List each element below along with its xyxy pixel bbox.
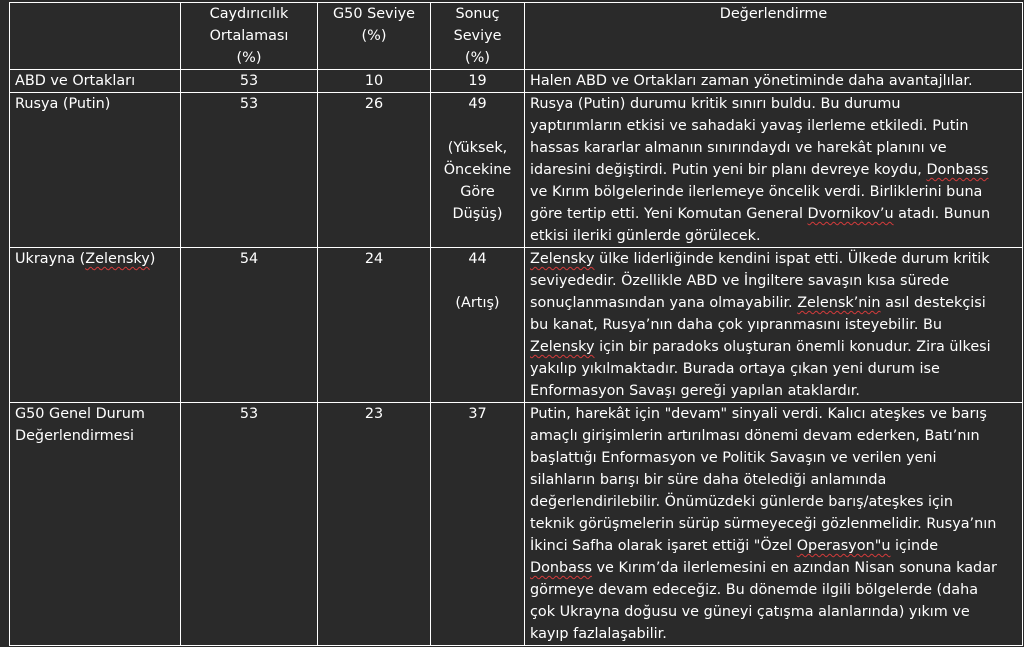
row-caydiricilik	[181, 403, 318, 646]
degerlendirme-line: Zelensky ülke liderliğinde kendini ispat etti. Ülkede durum kritik	[530, 251, 990, 267]
g50-value: 24	[364, 251, 384, 267]
degerlendirme-line: görmeye devam edeceğiz. Bu dönemde ilgili bölgelerde (daha	[530, 582, 979, 598]
degerlendirme-line: değerlendirilebilir. Önümüzdeki günlerde barış/ateşkes için	[530, 494, 954, 510]
sonuc-note-line: Düşüş)	[452, 206, 503, 222]
degerlendirme-line: Putin, harekât için "devam" sinyali verdi. Kalıcı ateşkes ve barış	[530, 406, 987, 422]
table-row	[10, 93, 1023, 248]
spacer	[436, 115, 519, 137]
row-sonuc	[431, 248, 525, 403]
row-degerlendirme	[525, 248, 1023, 403]
caydiricilik-value: 53	[239, 96, 259, 112]
degerlendirme-line: yakılıp yıkılmaktadır. Burada ortaya çıkan yeni durum ise	[530, 361, 940, 377]
row-degerlendirme	[525, 403, 1023, 646]
table-header-row	[10, 3, 1023, 70]
row-degerlendirme	[525, 93, 1023, 248]
degerlendirme-line: ve Kırım bölgelerinde ilerlemeye öncelik verdi. Birliklerini buna	[530, 184, 983, 200]
degerlendirme-line: Enformasyon Savaşı gereği yapılan ataklardır.	[530, 383, 860, 399]
row-caydiricilik	[181, 70, 318, 93]
header-sonuc	[431, 3, 525, 70]
row-sonuc	[431, 70, 525, 93]
degerlendirme-line: hassas kararlar almanın sınırındaydı ve harekât planını ve	[530, 140, 947, 156]
row-name-line: Ukrayna (Zelensky)	[15, 251, 156, 267]
sonuc-note-line: (Yüksek,	[447, 140, 508, 156]
degerlendirme-line: çok Ukrayna doğusu ve güneyi çatışma alanlarında) yıkım ve	[530, 604, 970, 620]
degerlendirme-line: idaresini değiştirdi. Putin yeni bir planı devreye koydu, Donbass	[530, 162, 989, 178]
table-row	[10, 403, 1023, 646]
caydiricilik-value: 54	[239, 251, 259, 267]
row-g50	[318, 93, 431, 248]
sonuc-value: 49	[468, 96, 487, 112]
header-line: (%)	[236, 50, 262, 66]
row-name-line: Rusya (Putin)	[15, 96, 111, 112]
spacer	[436, 270, 519, 292]
header-line: Sonuç	[455, 6, 500, 22]
degerlendirme-line: göre tertip etti. Yeni Komutan General Dvornikov’u atadı. Bunun	[530, 206, 991, 222]
sonuc-note-line: Öncekine	[443, 162, 512, 178]
g50-value: 26	[364, 96, 384, 112]
header-line: Caydırıcılık	[209, 6, 289, 22]
sonuc-note-line: Göre	[460, 184, 495, 200]
sonuc-value: 19	[468, 73, 487, 89]
row-name-line: G50 Genel Durum	[15, 406, 145, 422]
row-g50	[318, 70, 431, 93]
header-degerlendirme: Değerlendirme	[525, 3, 1023, 70]
degerlendirme-line: seviyededir. Özellikle ABD ve İngiltere savaşın kısa sürede	[530, 273, 950, 289]
row-name	[10, 248, 181, 403]
sonuc-value: 44	[468, 251, 487, 267]
degerlendirme-line: Zelensky için bir paradoks oluşturan önemli konudur. Zira ülkesi	[530, 339, 991, 355]
caydiricilik-value: 53	[239, 406, 259, 422]
sonuc-value: 37	[468, 406, 487, 422]
row-name	[10, 93, 181, 248]
row-sonuc	[431, 93, 525, 248]
table-row	[10, 248, 1023, 403]
degerlendirme-line: kayıp fazlalaşabilir.	[530, 626, 667, 642]
assessment-table	[9, 2, 1023, 646]
g50-value: 10	[364, 73, 384, 89]
header-line: Seviye	[453, 28, 502, 44]
row-caydiricilik	[181, 248, 318, 403]
degerlendirme-line: silahların barışı bir süre daha ötelediği anlamında	[530, 472, 887, 488]
degerlendirme-line: Rusya (Putin) durumu kritik sınırı buldu. Bu durumu	[530, 96, 901, 112]
row-name	[10, 70, 181, 93]
row-g50	[318, 248, 431, 403]
header-line: G50 Seviye	[333, 6, 415, 22]
header-line: Ortalaması	[209, 28, 289, 44]
row-g50	[318, 403, 431, 646]
row-sonuc	[431, 403, 525, 646]
g50-value: 23	[364, 406, 384, 422]
row-degerlendirme	[525, 70, 1023, 93]
degerlendirme-line: yaptırımların etkisi ve sahadaki yavaş ilerleme etkiledi. Putin	[530, 118, 969, 134]
degerlendirme-line: Halen ABD ve Ortakları zaman yönetiminde daha avantajlılar.	[530, 73, 973, 89]
row-name-line: ABD ve Ortakları	[15, 73, 136, 89]
caydiricilik-value: 53	[239, 73, 259, 89]
header-line: (%)	[361, 28, 387, 44]
row-name-line: Değerlendirmesi	[15, 428, 134, 444]
header-blank	[10, 3, 181, 70]
degerlendirme-line: İkinci Safha olarak işaret ettiği "Özel Operasyon"u içinde	[530, 538, 939, 554]
degerlendirme-line: Donbass ve Kırım’da ilerlemesini en azından Nisan sonuna kadar	[530, 560, 997, 576]
header-line: (%)	[465, 50, 490, 66]
degerlendirme-line: etkisi ileriki günlerde görülecek.	[530, 228, 761, 244]
degerlendirme-line: bu kanat, Rusya’nın daha çok yıpranmasını isteyebilir. Bu	[530, 317, 943, 333]
degerlendirme-line: başlattığı Enformasyon ve Politik Savaşın ve verilen yeni	[530, 450, 937, 466]
degerlendirme-line: amaçlı girişimlerin artırılması dönemi devam ederken, Batı’nın	[530, 428, 980, 444]
row-caydiricilik	[181, 93, 318, 248]
degerlendirme-line: teknik görüşmelerin sürüp sürmeyeceği gözlenmelidir. Rusya’nın	[530, 516, 997, 532]
row-name	[10, 403, 181, 646]
header-caydiricilik	[181, 3, 318, 70]
sonuc-note-line: (Artış)	[455, 295, 500, 311]
header-g50	[318, 3, 431, 70]
degerlendirme-line: sonuçlanmasından yana olmayabilir. Zelensk’nin asıl destekçisi	[530, 295, 986, 311]
table-row	[10, 70, 1023, 93]
